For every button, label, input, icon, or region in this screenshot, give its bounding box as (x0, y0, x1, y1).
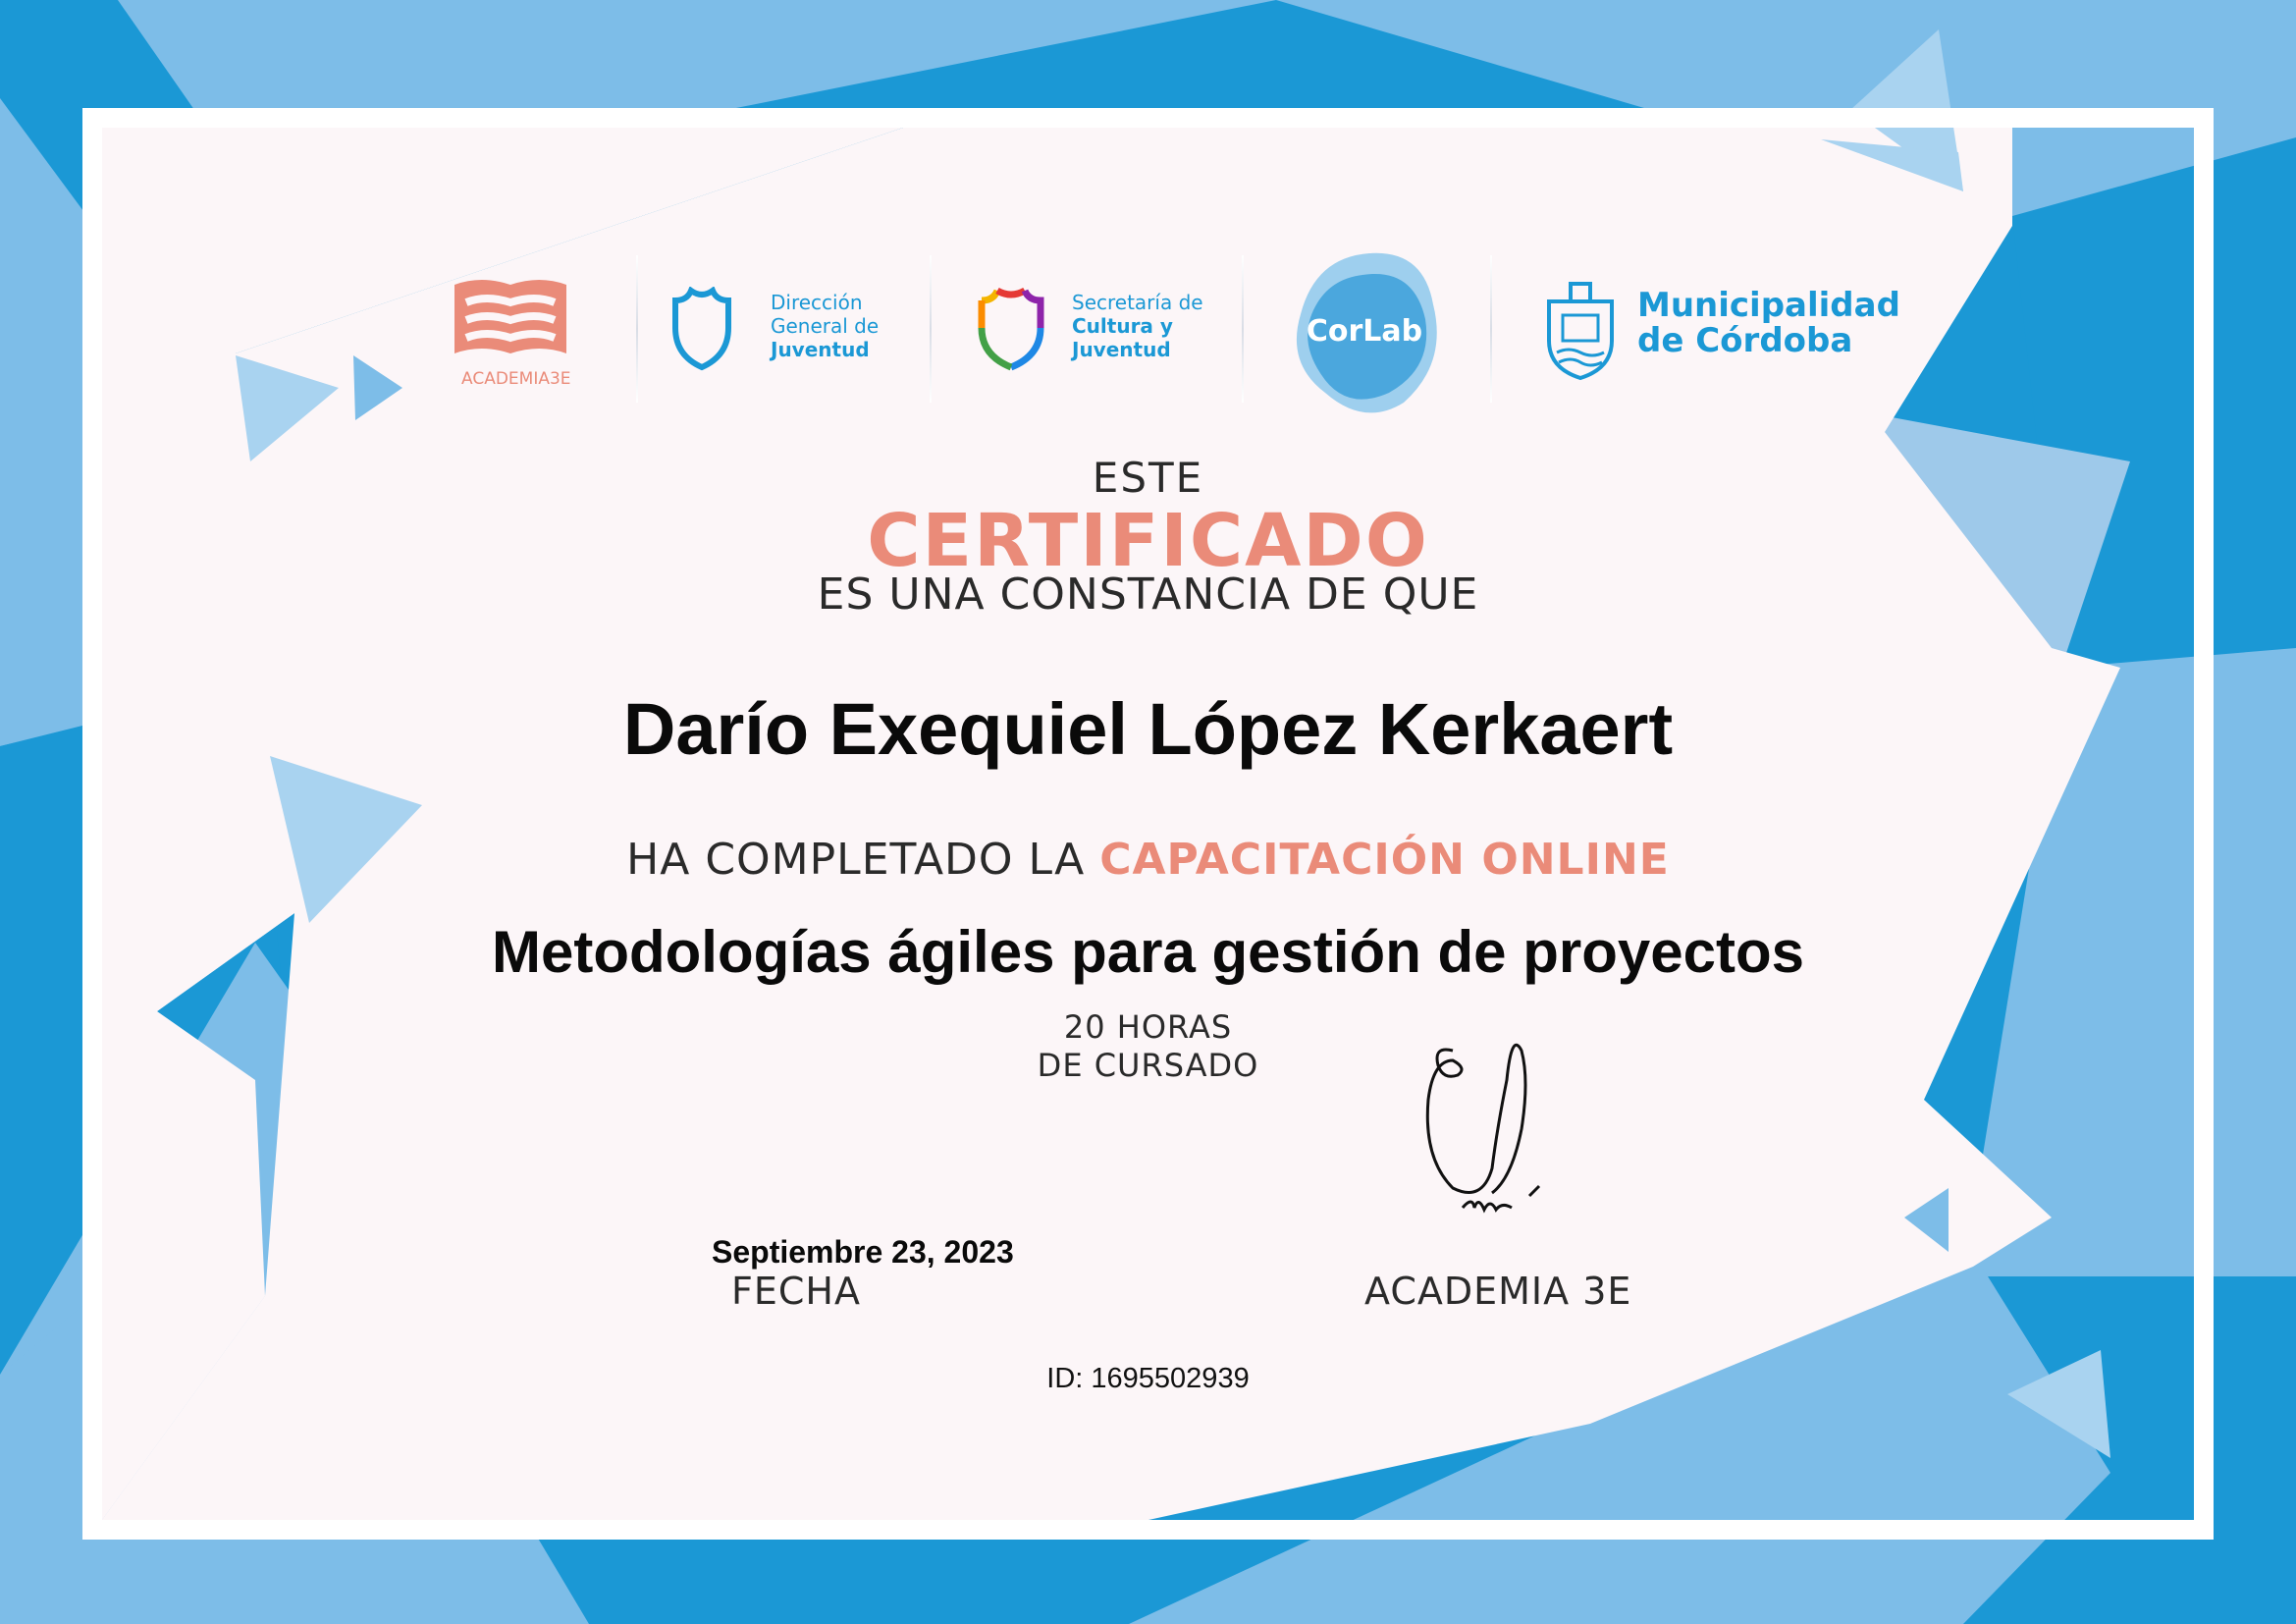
hours-line-1: 20 HORAS (1063, 1008, 1233, 1046)
este-label: ESTE (1092, 454, 1204, 502)
partner-logos (432, 245, 1900, 422)
cultura-logo (972, 285, 1227, 383)
completed-line (0, 835, 2296, 885)
logo-separator (1490, 255, 1492, 403)
logo-separator (930, 255, 932, 403)
rainbow-shield-icon (972, 287, 1050, 371)
certificate-title: CERTIFICADO (867, 499, 1429, 583)
cultura-line3: Juventud (1072, 338, 1171, 361)
juventud-logo-text (771, 291, 879, 361)
municipalidad-line2: de Córdoba (1637, 321, 1853, 360)
signature (1414, 1021, 1610, 1227)
municipalidad-logo (1541, 280, 1900, 388)
constancia-text: ES UNA CONSTANCIA DE QUE (817, 569, 1479, 620)
course-title: Metodologías ágiles para gestión de proyectos (492, 919, 1804, 985)
corlab-logo-text: CorLab (1306, 314, 1423, 349)
hours-line-2: DE CURSADO (1037, 1047, 1259, 1084)
cultura-logo-text (1072, 291, 1203, 361)
completed-accent: CAPACITACIÓN ONLINE (1099, 835, 1670, 885)
shield-icon (667, 287, 736, 371)
academia-logo (447, 275, 584, 393)
signer-label: ACADEMIA 3E (1364, 1270, 1632, 1313)
academia-logo-text: ACADEMIA3E (461, 369, 571, 389)
logo-separator (1242, 255, 1244, 403)
juventud-line1: Dirección (771, 291, 863, 314)
municipalidad-logo-text (1637, 288, 1900, 358)
coat-of-arms-icon (1541, 280, 1620, 382)
juventud-line2: General de (771, 314, 880, 338)
cultura-line2: Cultura y (1072, 314, 1173, 338)
juventud-logo (667, 285, 893, 383)
recipient-name: Darío Exequiel López Kerkaert (622, 688, 1674, 770)
corlab-logo (1286, 245, 1453, 417)
completed-prefix: HA COMPLETADO LA (626, 835, 1086, 885)
academia-book-icon (447, 275, 574, 363)
date-label: FECHA (731, 1270, 861, 1313)
date-value: Septiembre 23, 2023 (712, 1234, 1014, 1270)
logo-separator (636, 255, 638, 403)
certificate-id: ID: 1695502939 (1046, 1363, 1250, 1394)
municipalidad-line1: Municipalidad (1637, 286, 1900, 325)
cultura-line1: Secretaría de (1072, 291, 1203, 314)
juventud-line3: Juventud (771, 338, 870, 361)
